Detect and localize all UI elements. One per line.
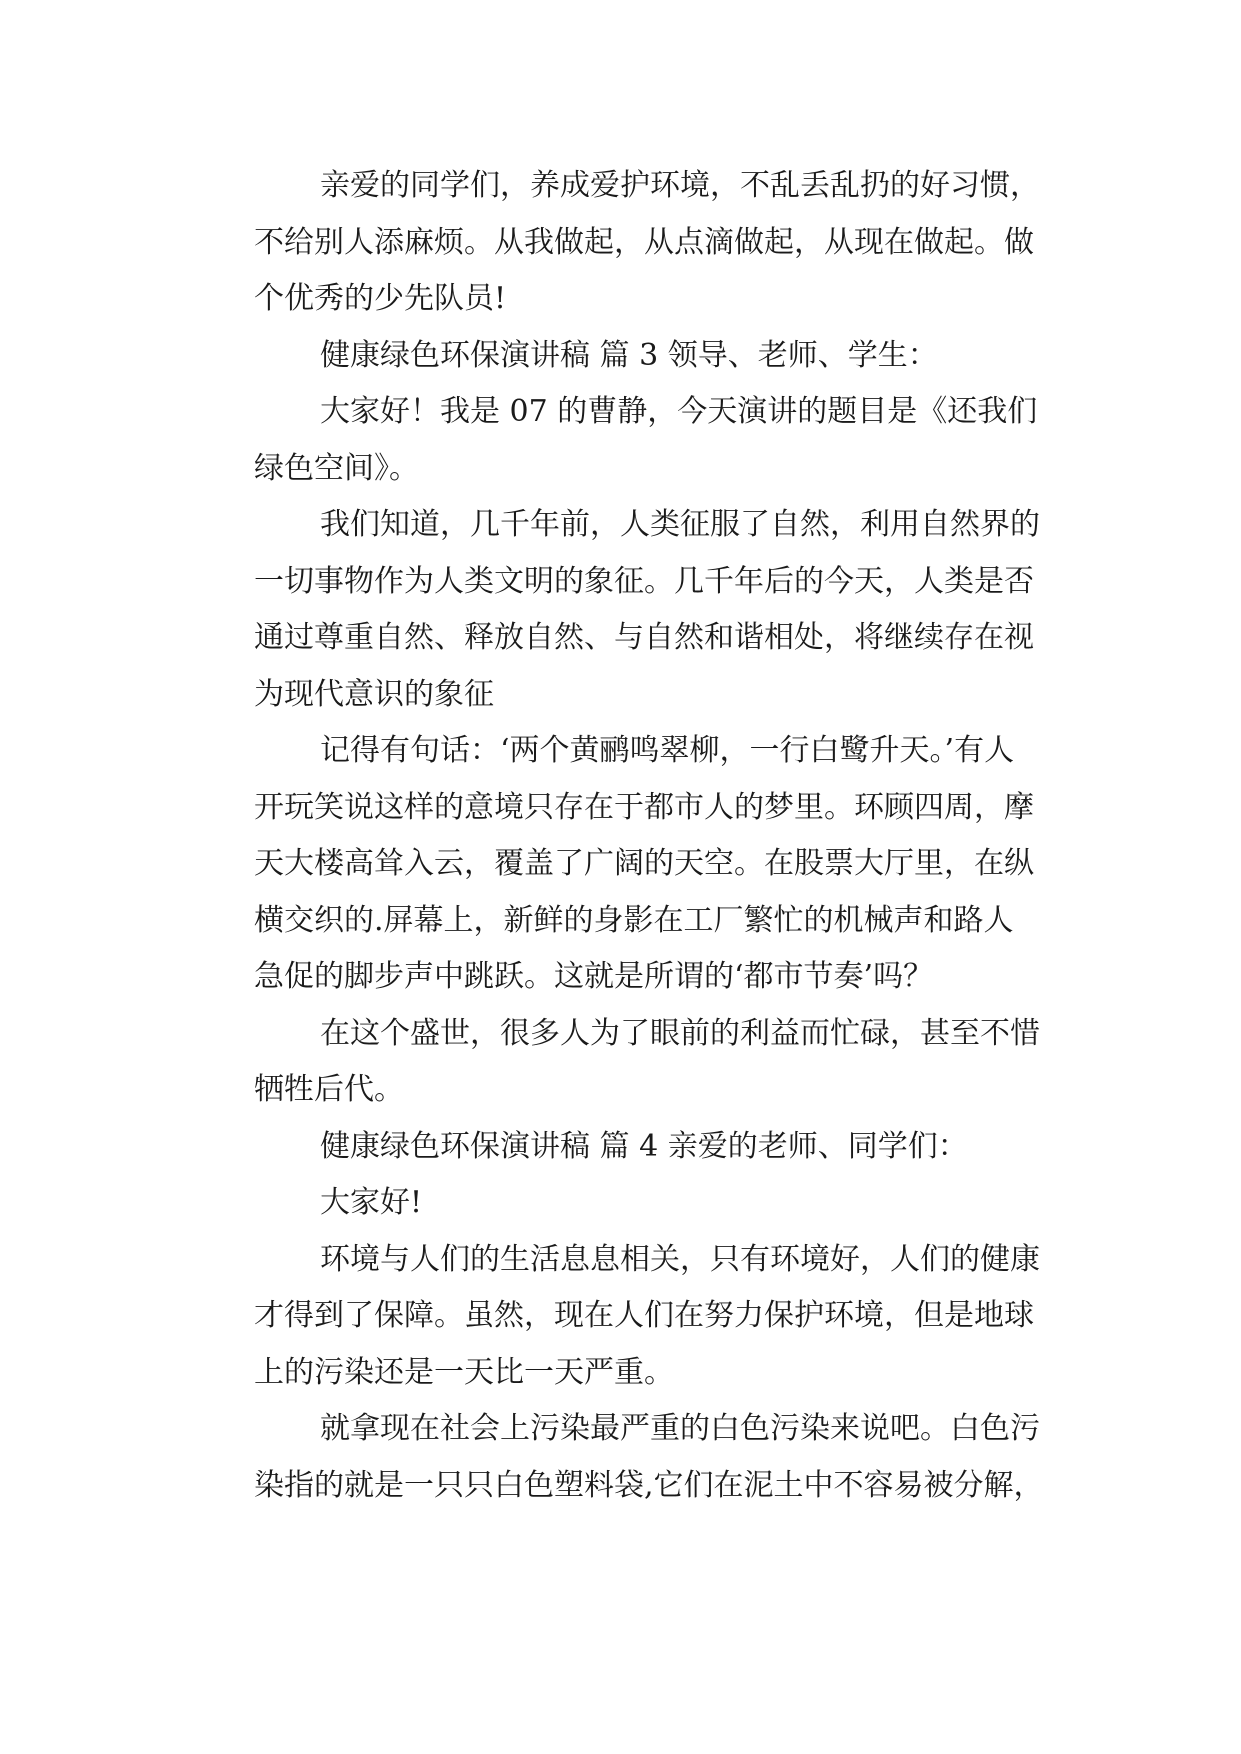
text-line: 上的污染还是一天比一天严重。 — [254, 1354, 674, 1390]
text-line: 在这个盛世，很多人为了眼前的利益而忙碌，甚至不惜 — [320, 1015, 1040, 1051]
text-line: 个优秀的少先队员! — [254, 281, 507, 316]
text-line: 天大楼高耸入云，覆盖了广阔的天空。在股票大厅里，在纵 — [254, 846, 1034, 881]
section-heading-3 — [188, 328, 1050, 385]
text-line: 牺牲后代。 — [254, 1072, 404, 1107]
text-line: 急促的脚步声中跳跃。这就是所谓的‘都市节奏’吗？ — [254, 959, 934, 994]
text-line: 不给别人添麻烦。从我做起，从点滴做起，从现在做起。做 — [254, 224, 1034, 260]
text-line: 大家好！我是 07 的曹静，今天演讲的题目是《还我们 — [320, 394, 1038, 429]
text-line: 一切事物作为人类文明的象征。几千年后的今天，人类是否 — [254, 563, 1034, 599]
text-line: 横交织的.屏幕上，新鲜的身影在工厂繁忙的机械声和路人 — [254, 902, 1014, 938]
paragraph-greeting-3 — [188, 384, 1050, 497]
paragraph-6 — [188, 1006, 1050, 1119]
text-line: 染指的就是一只只白色塑料袋,它们在泥土中不容易被分解， — [254, 1467, 1044, 1503]
text-line: 环境与人们的生活息息相关，只有环境好，人们的健康 — [320, 1241, 1040, 1277]
paragraph-greeting-4 — [188, 1175, 1050, 1232]
text-line: 为现代意识的象征 — [254, 676, 494, 712]
text-line: 健康绿色环保演讲稿 篇 4 亲爱的老师、同学们： — [320, 1128, 968, 1164]
text-line: 绿色空间》。 — [254, 450, 419, 486]
text-line: 健康绿色环保演讲稿 篇 3 领导、老师、学生： — [320, 337, 938, 373]
text-line: 才得到了保障。虽然，现在人们在努力保护环境，但是地球 — [254, 1298, 1034, 1333]
document-body — [188, 158, 1050, 1514]
section-heading-4 — [188, 1119, 1050, 1176]
text-line: 就拿现在社会上污染最严重的白色污染来说吧。白色污 — [320, 1411, 1040, 1446]
paragraph-4 — [188, 497, 1050, 723]
text-line: 通过尊重自然、释放自然、与自然和谐相处，将继续存在视 — [254, 620, 1034, 655]
text-line: 我们知道，几千年前，人类征服了自然，利用自然界的 — [320, 507, 1040, 542]
paragraph-10 — [188, 1401, 1050, 1514]
text-line: 大家好! — [320, 1185, 423, 1220]
text-line: 开玩笑说这样的意境只存在于都市人的梦里。环顾四周，摩 — [254, 789, 1034, 825]
paragraph-5 — [188, 723, 1050, 1006]
text-line: 记得有句话：‘两个黄鹂鸣翠柳，一行白鹭升天。’有人 — [320, 733, 1015, 768]
paragraph-9 — [188, 1232, 1050, 1402]
text-line: 亲爱的同学们，养成爱护环境，不乱丢乱扔的好习惯， — [320, 168, 1040, 203]
paragraph-1 — [188, 158, 1050, 328]
